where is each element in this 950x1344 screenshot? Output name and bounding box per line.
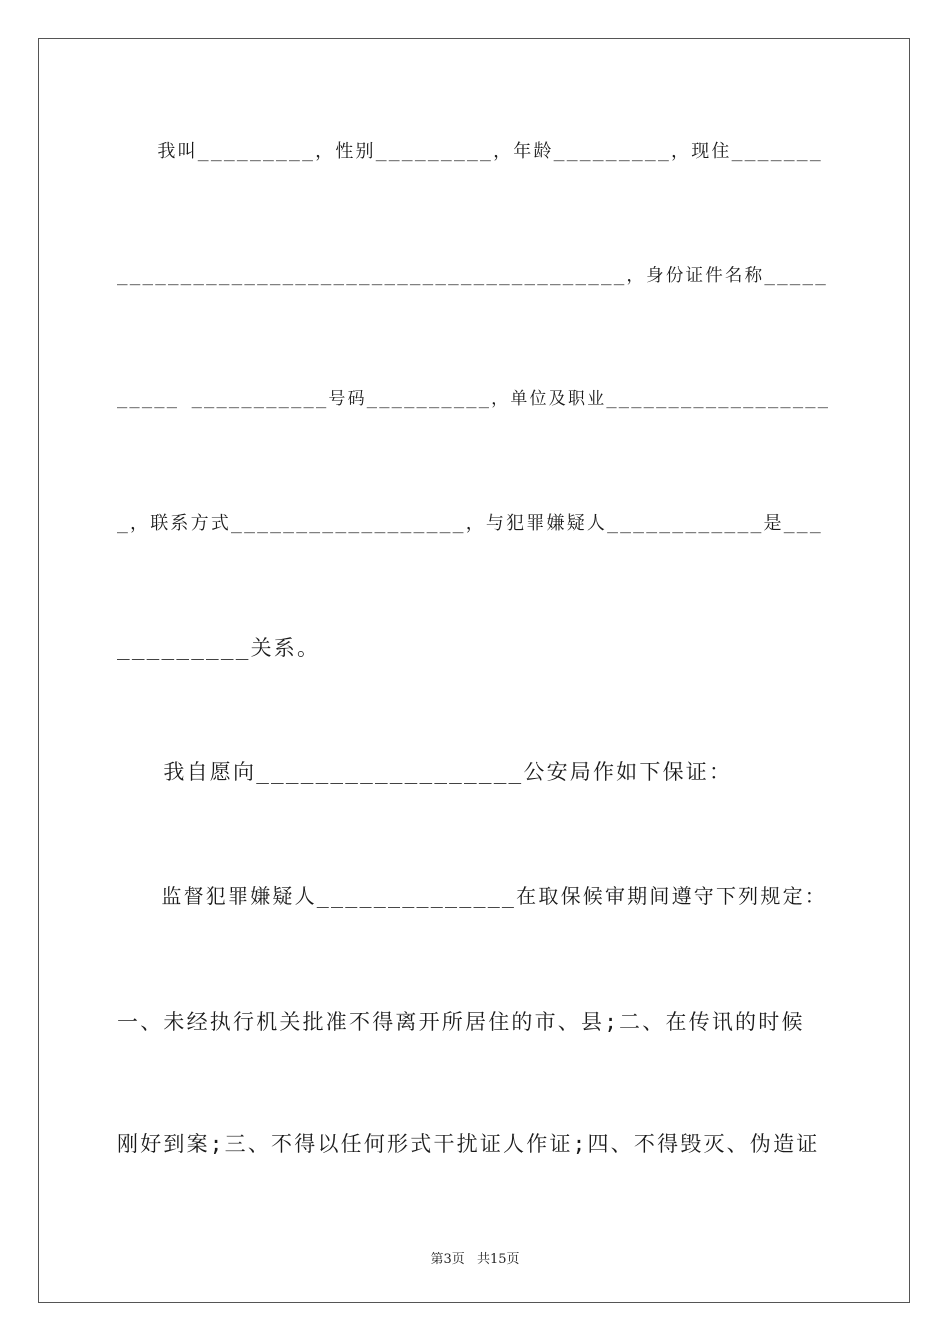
text-line-9: 刚好到案;三、不得以任何形式干扰证人作证;四、不得毁灭、伪造证 <box>117 1132 820 1156</box>
text-line-4: _，联系方式__________________，与犯罪嫌疑人____________是___ <box>117 513 823 534</box>
text-line-3: _____ ___________号码__________，单位及职业__________________ <box>117 389 831 409</box>
text-line-2: ________________________________________，身份证件名称_____ <box>117 266 829 286</box>
page-border <box>38 38 910 1303</box>
page-total: 共15页 <box>476 1252 520 1267</box>
text-line-8: 一、未经执行机关批准不得离开所居住的市、县;二、在传讯的时候 <box>117 1010 805 1034</box>
text-line-5: _________关系。 <box>117 636 321 660</box>
text-line-7: 监督犯罪嫌疑人______________在取保候审期间遵守下列规定： <box>117 884 827 908</box>
text-line-1: 我叫_________，性别_________，年龄_________，现住_______ <box>117 141 823 162</box>
page-footer <box>0 1248 950 1267</box>
page-number: 第3页 <box>430 1252 465 1267</box>
text-line-6: 我自愿向__________________公安局作如下保证： <box>117 760 733 784</box>
